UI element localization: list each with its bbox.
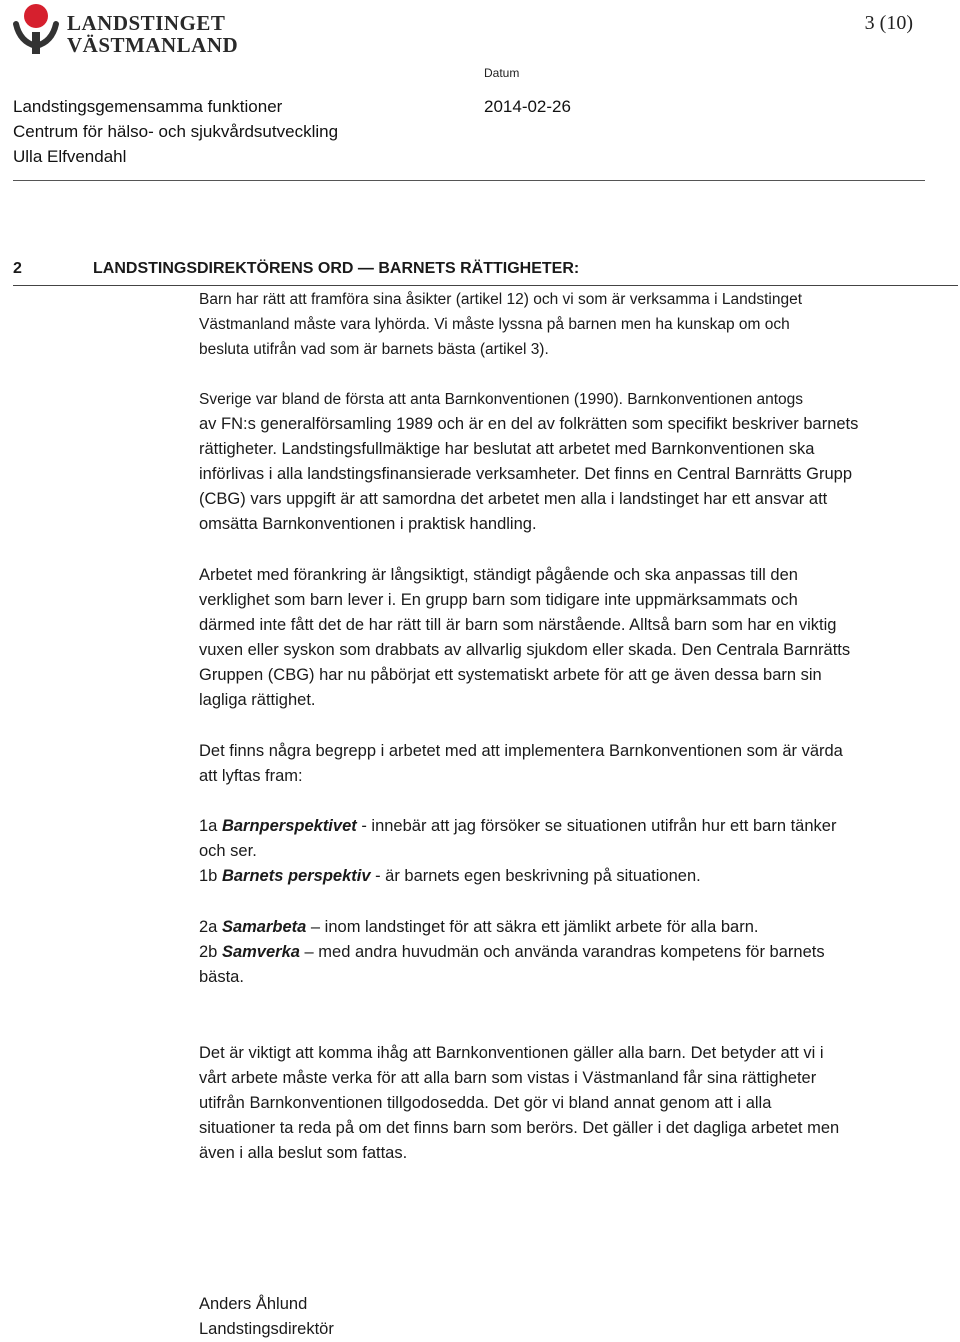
- document-date: 2014-02-26: [484, 97, 571, 116]
- text-line: Sverige var bland de första att anta Barnkonventionen (1990). Barnkonventionen antogs: [199, 391, 804, 408]
- text-line: och ser.: [199, 842, 257, 860]
- concept-2b: [199, 940, 954, 965]
- concept-prefix: 1b: [199, 867, 222, 885]
- text-line: (CBG) vars uppgift är att samordna det arbetet men alla i landstinget har ett ansvar att: [199, 490, 828, 508]
- text-line: Gruppen (CBG) har nu påbörjat ett systematiskt arbete för att ge även dessa barn sin: [199, 666, 822, 684]
- section-divider: [13, 285, 958, 286]
- paragraph-anchoring: [199, 563, 954, 713]
- center: Centrum för hälso- och sjukvårdsutveckling: [13, 122, 339, 141]
- concept-term: Barnets perspektiv: [221, 867, 371, 885]
- text-line: att lyftas fram:: [199, 767, 303, 785]
- department: Landstingsgemensamma funktioner: [13, 97, 283, 116]
- concept-text: – med andra huvudmän och använda varandras kompetens för barnets: [299, 943, 825, 961]
- header-divider: [13, 180, 925, 181]
- date-label: Datum: [484, 66, 520, 80]
- text-line: Det finns några begrepp i arbetet med att implementera Barnkonventionen som är värda: [199, 742, 843, 760]
- logo-line2: VÄSTMANLAND: [67, 33, 239, 57]
- text-line: lagliga rättighet.: [199, 691, 316, 709]
- text-line: Barn har rätt att framföra sina åsikter (artikel 12) och vi som är verksamma i Landstinget: [199, 291, 803, 308]
- logo-line1: LANDSTINGET: [67, 11, 226, 35]
- concept-text: - innebär att jag försöker se situationen utifrån hur ett barn tänker: [356, 817, 837, 835]
- text-line: rättigheter. Landstingsfullmäktige har beslutat att arbetet med Barnkonventionen ska: [199, 440, 815, 458]
- concept-1a: [199, 814, 954, 839]
- page-number: 3 (10): [864, 12, 913, 34]
- text-line: Västmanland måste vara lyhörda. Vi måste lyssna på barnen men ha kunskap om och: [199, 316, 790, 333]
- text-line: situationer ta reda på om det finns barn som berörs. Det gäller i det dagliga arbetet men: [199, 1119, 840, 1137]
- text-line: omsätta Barnkonventionen i praktisk handling.: [199, 515, 537, 533]
- logo-emblem-icon: [10, 2, 62, 56]
- signature-block: [199, 1292, 954, 1342]
- concept-prefix: 1a: [199, 817, 222, 835]
- signatory-name: Anders Åhlund: [199, 1295, 308, 1313]
- text-line: bästa.: [199, 968, 244, 986]
- concept-term: Samarbeta: [221, 918, 307, 936]
- text-line: besluta utifrån vad som är barnets bästa (artikel 3).: [199, 341, 549, 358]
- landstinget-logo: [10, 2, 239, 57]
- paragraph-all-children: [199, 1041, 954, 1166]
- paragraph-rights: [199, 287, 954, 362]
- text-line: vuxen eller syskon som drabbats av allvarlig sjukdom eller skada. Den Centrala Barnrätts: [199, 641, 851, 659]
- text-line: vårt arbete måste verka för att alla barn som vistas i Västmanland får sina rättigheter: [199, 1069, 817, 1087]
- paragraph-concepts-intro: [199, 739, 954, 789]
- concept-text: - är barnets egen beskrivning på situationen.: [370, 867, 701, 885]
- text-line: verklighet som barn lever i. En grupp barn som tidigare inte uppmärksammats och: [199, 591, 798, 609]
- concept-1b: [199, 864, 954, 889]
- text-line: även i alla beslut som fattas.: [199, 1144, 408, 1162]
- signatory-title: Landstingsdirektör: [199, 1320, 334, 1338]
- author: Ulla Elfvendahl: [13, 147, 127, 166]
- concept-text: – inom landstinget för att säkra ett jämlikt arbete för alla barn.: [306, 918, 759, 936]
- concept-list-perspective: [199, 814, 954, 889]
- concept-term: Barnperspektivet: [221, 817, 357, 835]
- section-title: LANDSTINGSDIREKTÖRENS ORD — BARNETS RÄTTIGHETER:: [93, 260, 580, 277]
- paragraph-convention: [199, 387, 954, 537]
- text-line: Det är viktigt att komma ihåg att Barnkonventionen gäller alla barn. Det betyder att vi i: [199, 1044, 824, 1062]
- concept-2a: [199, 915, 954, 940]
- text-line: av FN:s generalförsamling 1989 och är en del av folkrätten som specifikt beskriver barnets: [199, 415, 859, 433]
- text-line: införlivas i alla landstingsfinansierade verksamheter. Det finns en Central Barnrätts Grupp: [199, 465, 852, 483]
- text-line: därmed inte fått det de har rätt till är barn som närstående. Alltså barn som har en viktig: [199, 616, 837, 634]
- concept-term: Samverka: [221, 943, 300, 961]
- concept-list-cooperation: [199, 915, 954, 990]
- text-line: utifrån Barnkonventionen tillgodosedda. Det gör vi bland annat genom att i alla: [199, 1094, 772, 1112]
- section-number: 2: [13, 260, 22, 277]
- text-line: Arbetet med förankring är långsiktigt, ständigt pågående och ska anpassas till den: [199, 566, 798, 584]
- concept-prefix: 2b: [199, 943, 222, 961]
- concept-prefix: 2a: [199, 918, 222, 936]
